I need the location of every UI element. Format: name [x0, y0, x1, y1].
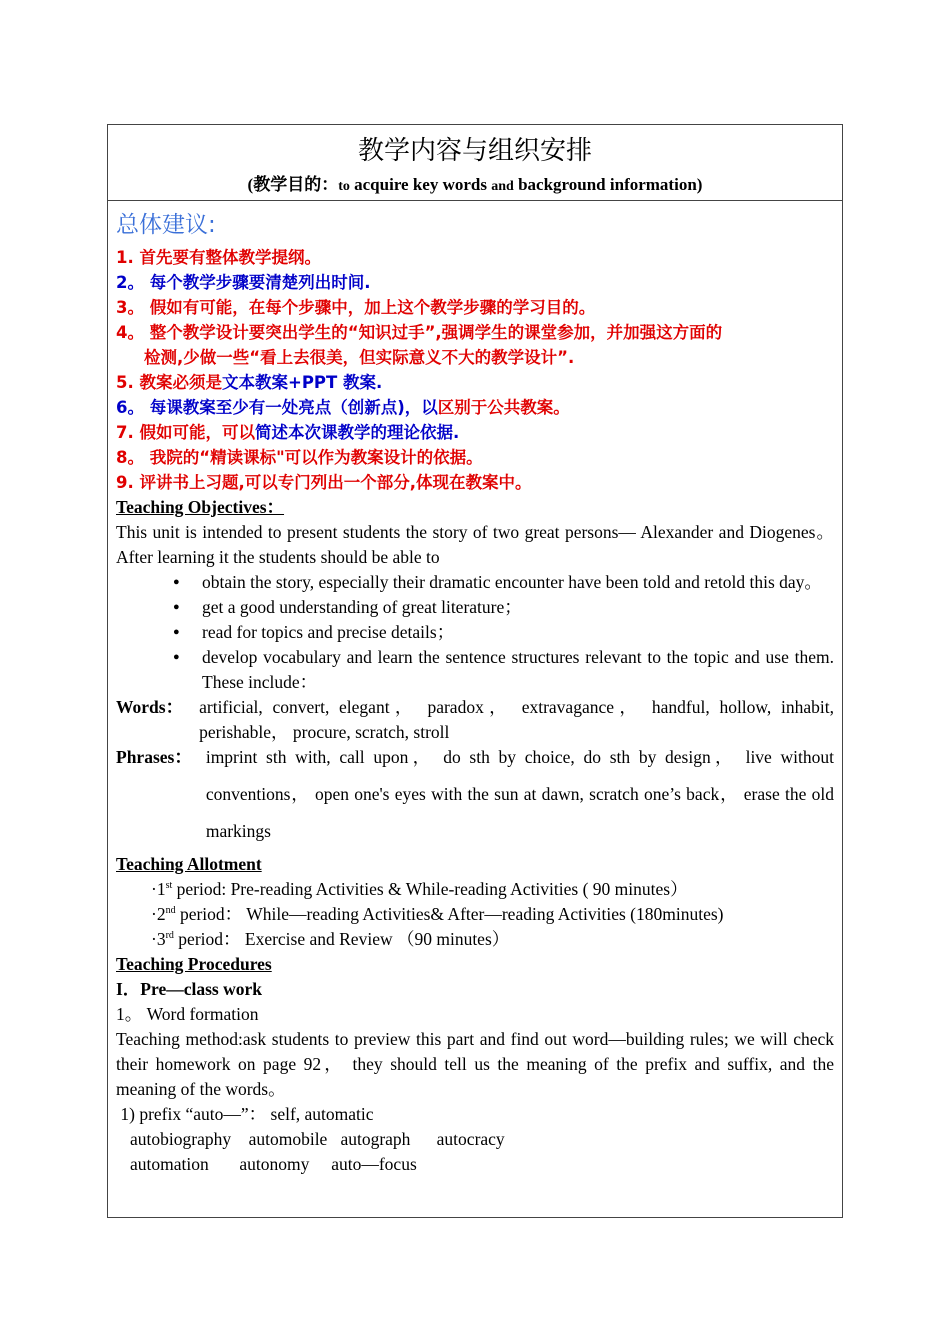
phrases-text: imprint sth with, call upon， do sth by choice, do sth by design， live without conventions， open one's eyes with the sun at dawn, scratch one’s back， erase the old markings — [205, 747, 834, 841]
objectives-list — [116, 570, 834, 695]
words-row — [116, 695, 834, 745]
tip-9: 9. 评讲书上习题,可以专门列出一个部分,体现在教案中。 — [116, 473, 532, 492]
tip-6-part-1: 6。 每课教案至少有一处亮点（创新点)，以 — [116, 398, 438, 417]
tip-5-part-1: 5. 教案必须是 — [116, 373, 222, 392]
tip-4-line-1: 4。 整个教学设计要突出学生的“知识过手”,强调学生的课堂参加，并加强这方面的 — [116, 323, 723, 342]
subtitle-to: to — [338, 179, 350, 194]
period-2-suffix: nd — [165, 905, 176, 917]
tip-6-part-2: 区别于公共教案。 — [437, 398, 570, 417]
tip-7-part-2: 简述本次课教学的理论依据. — [255, 423, 460, 442]
prefix-words-row-1: autobiography automobile autograph autocracy — [130, 1129, 505, 1149]
prefix-words-row-2: automation autonomy auto—focus — [130, 1154, 417, 1174]
tip-5 — [116, 370, 834, 395]
allotment-heading: Teaching Allotment — [116, 854, 262, 874]
allotment-period-2 — [116, 902, 834, 927]
table-body — [108, 201, 842, 1177]
period-1-number: ·1 — [151, 879, 166, 899]
period-1-text: period: Pre-reading Activities & While-reading Activities ( 90 minutes） — [172, 879, 688, 899]
tip-3: 3。 假如有可能，在每个步骤中，加上这个教学步骤的学习目的。 — [116, 298, 596, 317]
subtitle-mid2: background information) — [513, 175, 703, 194]
words-label: Words： — [116, 697, 184, 717]
tip-4 — [116, 320, 834, 370]
procedures-part-1: I．Pre—class work — [116, 979, 262, 999]
phrases-row — [116, 745, 834, 850]
subtitle-and: and — [491, 179, 514, 194]
prefix-line: 1) prefix “auto—”： self, automatic — [116, 1104, 374, 1124]
table-header — [108, 125, 842, 201]
objectives-heading: Teaching Objectives： — [116, 497, 285, 517]
procedures-item-1: 1。 Word formation — [116, 1004, 259, 1024]
phrases-label: Phrases： — [116, 747, 192, 767]
period-3-text: period： Exercise and Review （90 minutes） — [173, 929, 510, 949]
tip-7 — [116, 420, 834, 445]
tip-1: 1. 首先要有整体教学提纲。 — [116, 248, 321, 267]
tip-7-part-1: 7. 假如可能，可以 — [116, 423, 255, 442]
tip-8: 8。 我院的“精读课标"可以作为教案设计的依据。 — [116, 448, 483, 467]
allotment-period-3 — [116, 927, 834, 952]
page-title: 教学内容与组织安排 — [357, 136, 592, 166]
period-3-suffix: rd — [165, 930, 174, 942]
list-item: ● develop vocabulary and learn the sentence structures relevant to the topic and use them. These include： — [202, 645, 834, 695]
allotment-period-1 — [116, 877, 834, 902]
period-3-number: ·3 — [151, 929, 166, 949]
procedures-heading: Teaching Procedures — [116, 954, 272, 974]
tip-4-line-2: 检测,少做一些“看上去很美，但实际意义不大的教学设计”. — [144, 348, 575, 367]
objectives-intro: This unit is intended to present students the story of two great persons— Alexander and Diogenes。 After learning it the students should be able to — [116, 522, 834, 567]
list-item: ● read for topics and precise details； — [202, 620, 834, 645]
period-2-number: ·2 — [151, 904, 166, 924]
words-text: artificial, convert, elegant， paradox， extravagance， handful, hollow, inhabit, perishable， procure, scratch, stroll — [199, 697, 834, 742]
subtitle-open: (教学目的： — [247, 175, 339, 194]
list-item: ● get a good understanding of great literature； — [202, 595, 834, 620]
period-1-suffix: st — [165, 880, 173, 892]
period-2-text: period： While—reading Activities& After—reading Activities (180minutes) — [175, 904, 724, 924]
summary-heading: 总体建议: — [116, 212, 216, 238]
list-item: ● obtain the story, especially their dramatic encounter have been told and retold this day。 — [202, 570, 834, 595]
tip-2: 2。 每个教学步骤要清楚列出时间. — [116, 273, 371, 292]
tip-6 — [116, 395, 834, 420]
teaching-method: Teaching method:ask students to preview this part and find out word—building rules; we will check their homework on page 92， they should tell us the meaning of the prefix and suffix, and the meaning of the words。 — [116, 1029, 834, 1099]
page-subtitle — [108, 173, 842, 199]
subtitle-mid1: acquire key words — [349, 175, 492, 194]
tip-5-part-2: 文本教案+PPT 教案. — [222, 373, 383, 392]
lesson-plan-table — [107, 124, 843, 1218]
